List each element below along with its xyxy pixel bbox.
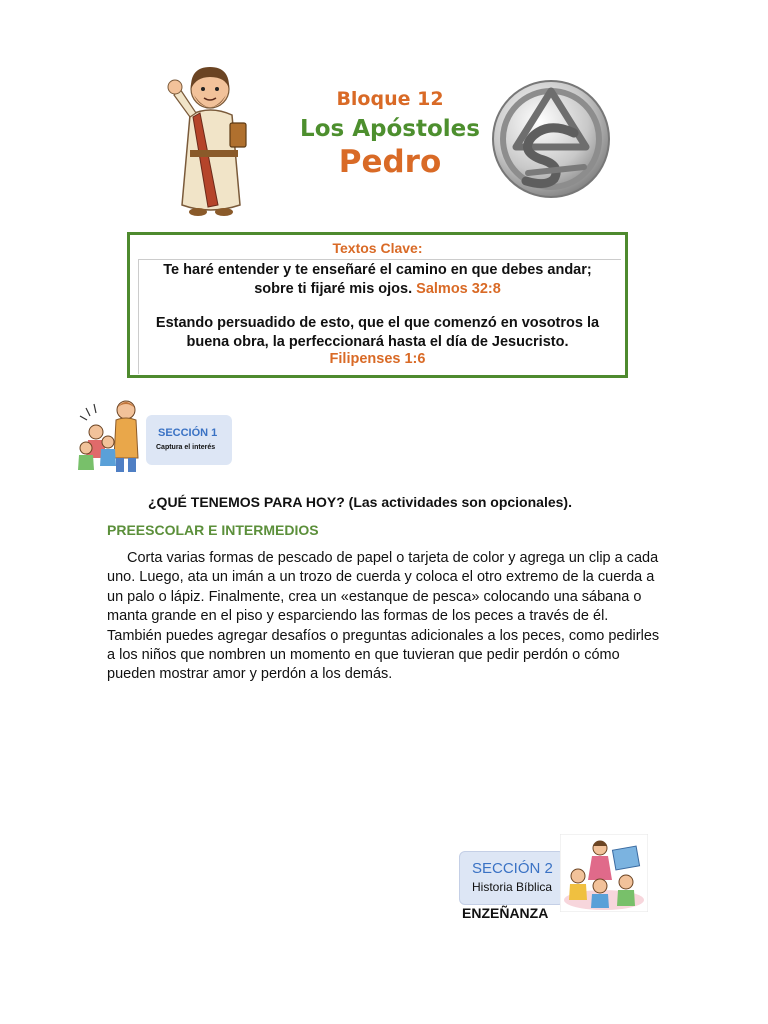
section-2-tab xyxy=(459,851,565,905)
key-texts-title: Textos Clave: xyxy=(332,240,423,256)
verse-1-reference: Salmos 32:8 xyxy=(416,281,501,297)
verse-2-line-1: Estando persuadido de esto, que el que comenzó en vosotros la xyxy=(155,315,600,331)
bible-story-illustration xyxy=(560,834,648,912)
teacher-children-illustration xyxy=(74,398,146,476)
block-number: Bloque 12 xyxy=(336,88,444,110)
lesson-title: Pedro xyxy=(338,144,442,180)
series-title: Los Apóstoles xyxy=(300,116,480,142)
apostle-illustration xyxy=(160,55,260,225)
verse-1-line-2 xyxy=(130,280,625,299)
activities-question: ¿QUÉ TENEMOS PARA HOY? (Las actividades son opcionales). xyxy=(148,494,572,510)
section-2-label: SECCIÓN 2 xyxy=(472,860,553,877)
church-logo xyxy=(488,75,614,205)
teaching-caption: ENZEÑANZA xyxy=(462,905,549,921)
verse-2-reference: Filipenses 1:6 xyxy=(329,351,426,367)
verse-1-text: sobre ti fijaré mis ojos. xyxy=(254,281,413,297)
verse-1-line-1: Te haré entender y te enseñaré el camino en que debes andar; xyxy=(163,262,592,278)
section-1-tab xyxy=(146,415,232,465)
key-texts-box xyxy=(127,232,628,378)
section-2-subtitle: Historia Bíblica xyxy=(472,880,553,894)
section-1-subtitle: Captura el interés xyxy=(156,444,216,451)
lesson-header xyxy=(290,88,490,180)
verse-2-line-2: buena obra, la perfeccionará hasta el día de Jesucristo. xyxy=(186,334,569,350)
age-level-heading: PREESCOLAR E INTERMEDIOS xyxy=(107,522,319,538)
section-1-label: SECCIÓN 1 xyxy=(158,427,218,439)
activity-paragraph xyxy=(107,549,662,685)
activity-text: Corta varias formas de pescado de papel o tarjeta de color y agrega un clip a cada uno. Luego, ata un imán a un trozo de cuerda y coloca el otro extremo de la cuerda a un palo o lápiz. Finalmente, crea un «estanque de pesca» colocando una sábana o manta grande en el piso y esparciendo las formas de los peces a través de él. También puedes agregar desafíos o preguntas adicionales a los peces, como pedirles a los niños que nombren un momento en que tuvieran que pedir perdón o cómo pueden mostrar amor y perdón a los demás. xyxy=(107,550,660,683)
